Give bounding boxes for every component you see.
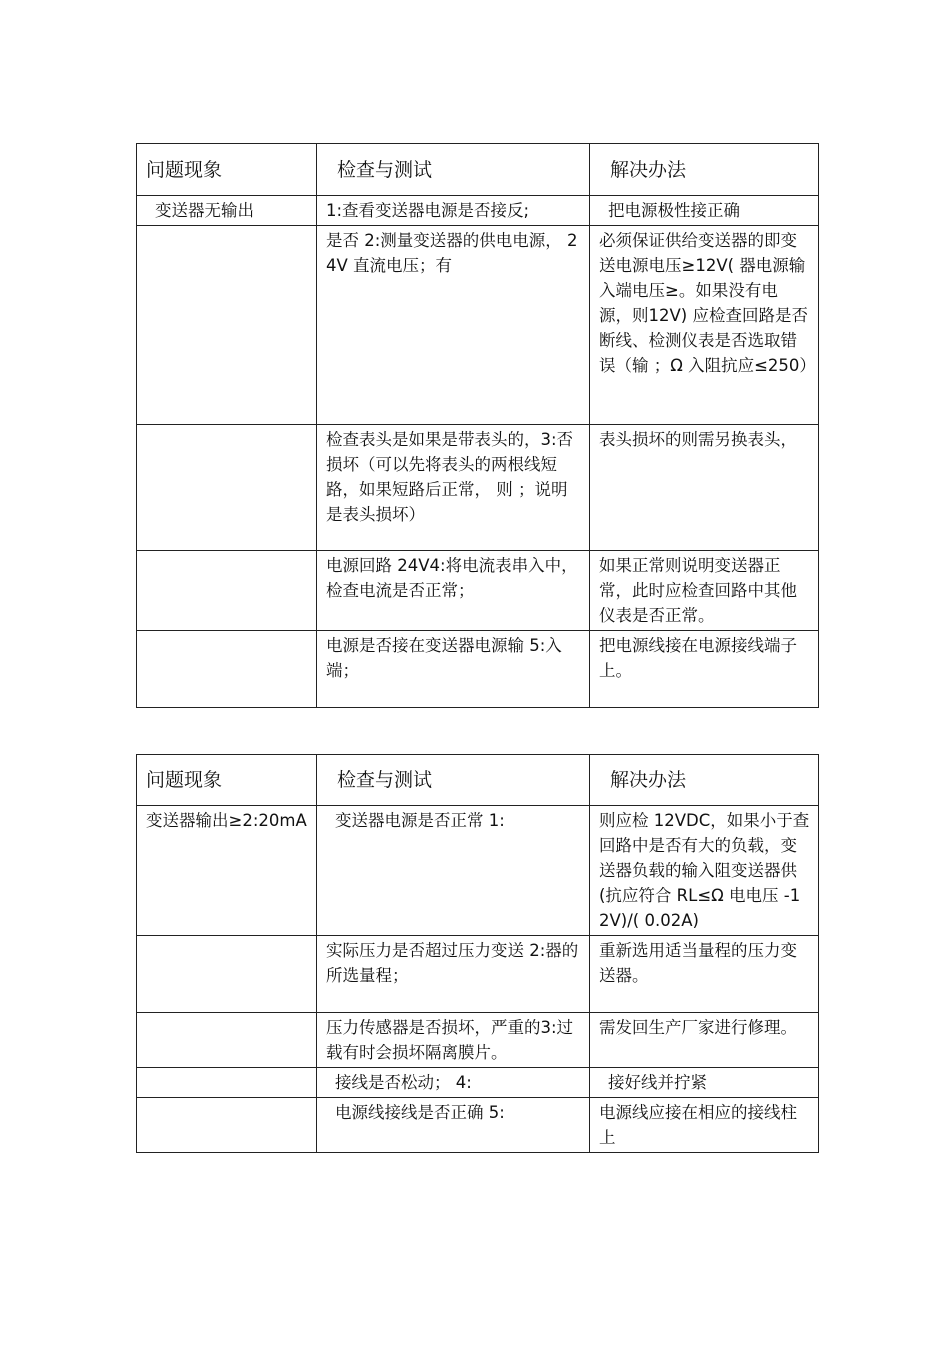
cell-check: 检查表头是如果是带表头的，3:否损坏（可以先将表头的两根线短路，如果短路后正常， 则 ；说明是表头损坏） <box>317 425 590 551</box>
cell-check: 变送器电源是否正常 1: <box>317 806 590 936</box>
table-row <box>137 1013 819 1068</box>
cell-solution: 把电源线接在电源接线端子上。 <box>590 631 819 708</box>
troubleshooting-table-over-output <box>136 754 819 1153</box>
cell-solution: 把电源极性接正确 <box>590 196 819 226</box>
cell-symptom <box>137 936 317 1013</box>
cell-check: 接线是否松动； 4: <box>317 1068 590 1098</box>
header-check: 检查与测试 <box>317 144 590 196</box>
cell-solution: 接好线并拧紧 <box>590 1068 819 1098</box>
cell-symptom: 变送器输出≥2:20mA <box>137 806 317 936</box>
cell-symptom <box>137 1013 317 1068</box>
cell-solution: 必须保证供给变送器的即变送电源电压≥12V( 器电源输入端电压≥。如果没有电源，则12V) 应检查回路是否断线、检测仪表是否选取错误（输 ；Ω 入阻抗应≤250） <box>590 226 819 425</box>
table-row <box>137 551 819 631</box>
table-row <box>137 631 819 708</box>
cell-check: 电源是否接在变送器电源输 5:入端； <box>317 631 590 708</box>
table-header-row <box>137 755 819 806</box>
header-check: 检查与测试 <box>317 755 590 806</box>
troubleshooting-table-no-output <box>136 143 819 708</box>
table-row <box>137 806 819 936</box>
cell-solution: 重新选用适当量程的压力变送器。 <box>590 936 819 1013</box>
cell-check: 压力传感器是否损坏，严重的3:过载有时会损坏隔离膜片。 <box>317 1013 590 1068</box>
cell-symptom <box>137 551 317 631</box>
cell-solution: 如果正常则说明变送器正常，此时应检查回路中其他仪表是否正常。 <box>590 551 819 631</box>
cell-solution: 需发回生产厂家进行修理。 <box>590 1013 819 1068</box>
cell-check: 1:查看变送器电源是否接反; <box>317 196 590 226</box>
cell-solution: 则应检 12VDC，如果小于查回路中是否有大的负载，变送器负载的输入阻变送器供 (抗应符合 RL≤Ω 电电压 -12V)/( 0.02A) <box>590 806 819 936</box>
table-row <box>137 1068 819 1098</box>
cell-check: 是否 2:测量变送器的供电电源， 24V 直流电压；有 <box>317 226 590 425</box>
table-row <box>137 425 819 551</box>
cell-check: 电源回路 24V4:将电流表串入中，检查电流是否正常； <box>317 551 590 631</box>
table-row <box>137 1098 819 1153</box>
table-row <box>137 936 819 1013</box>
header-solution: 解决办法 <box>590 144 819 196</box>
cell-symptom <box>137 425 317 551</box>
header-symptom: 问题现象 <box>137 755 317 806</box>
cell-check: 电源线接线是否正确 5: <box>317 1098 590 1153</box>
cell-check: 实际压力是否超过压力变送 2:器的所选量程； <box>317 936 590 1013</box>
table-header-row <box>137 144 819 196</box>
cell-symptom <box>137 1098 317 1153</box>
cell-solution: 表头损坏的则需另换表头， <box>590 425 819 551</box>
table-row <box>137 196 819 226</box>
table-row <box>137 226 819 425</box>
cell-symptom: 变送器无输出 <box>137 196 317 226</box>
header-solution: 解决办法 <box>590 755 819 806</box>
cell-symptom <box>137 1068 317 1098</box>
cell-symptom <box>137 226 317 425</box>
cell-solution: 电源线应接在相应的接线柱上 <box>590 1098 819 1153</box>
header-symptom: 问题现象 <box>137 144 317 196</box>
cell-symptom <box>137 631 317 708</box>
